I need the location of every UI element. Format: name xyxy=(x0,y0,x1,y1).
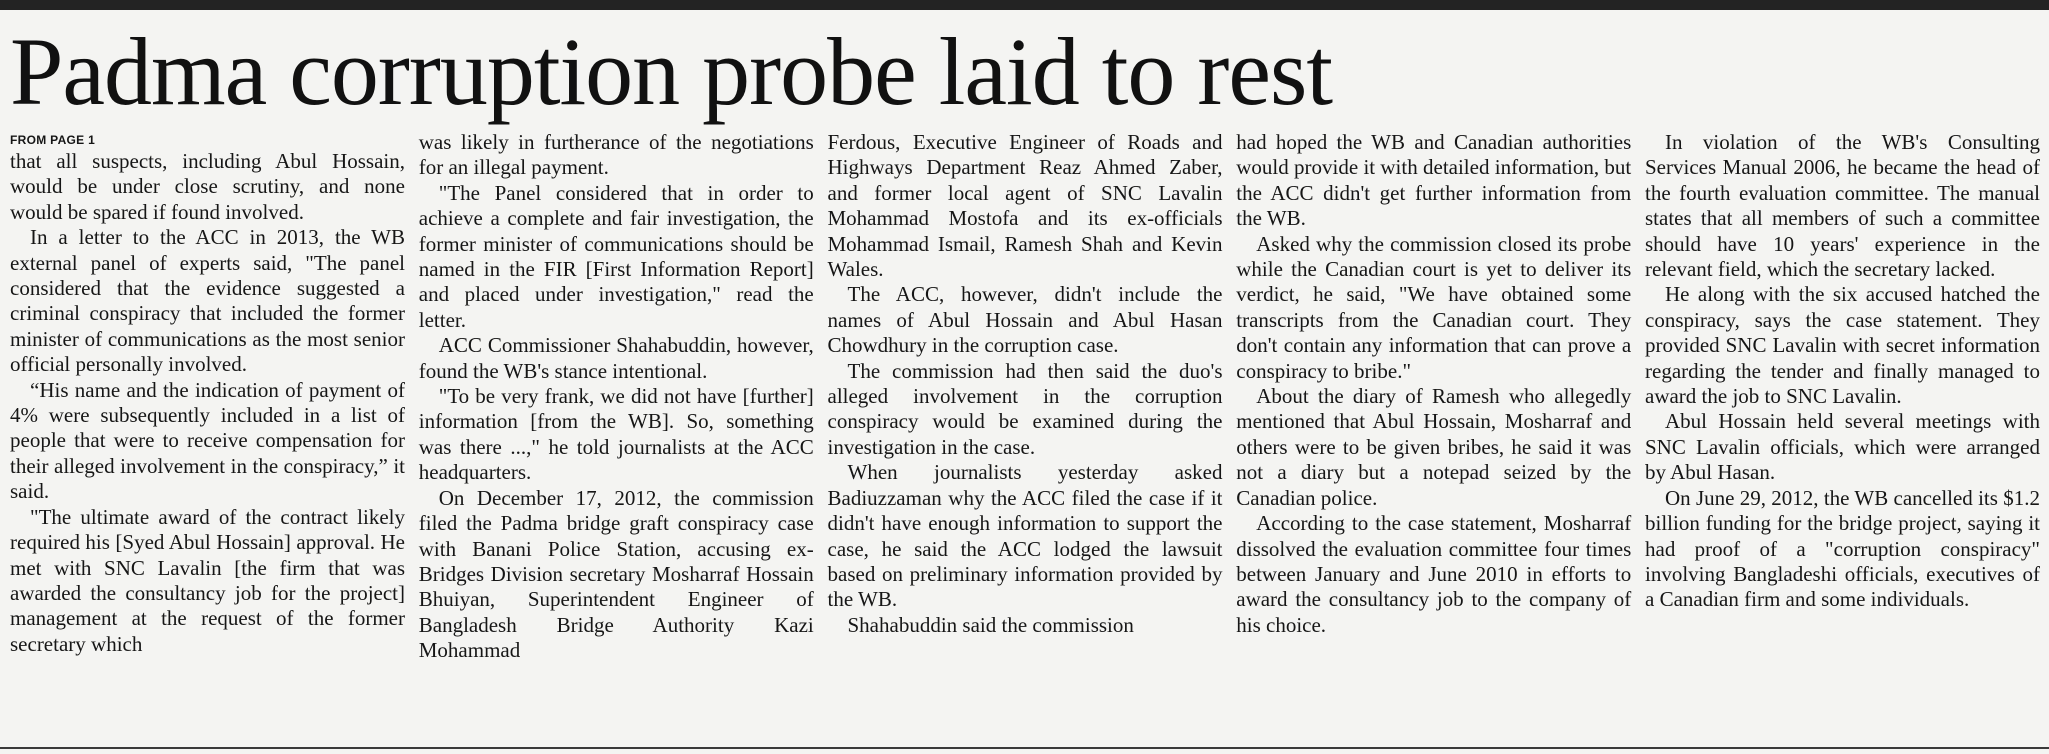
paragraph: "The ultimate award of the contract likely required his [Syed Abul Hossain] approval. He met with SNC Lavalin [the firm that was awarded the consultancy job for the project] management at the request of the former secretary which xyxy=(10,504,405,656)
kicker: FROM PAGE 1 xyxy=(10,133,96,147)
paragraph: On June 29, 2012, the WB cancelled its $1.2 billion funding for the bridge project, saying it had proof of a "corruption conspiracy" involving Bangladeshi officials, executives of a Canadian firm and some individuals. xyxy=(1645,485,2040,612)
paragraph: In violation of the WB's Consulting Services Manual 2006, he became the head of the fourth evaluation committee. The manual states that all members of such a committee should have 10 years' experience in the relevant field, which the secretary lacked. xyxy=(1645,130,2040,282)
paragraph: had hoped the WB and Canadian authorities would provide it with detailed information, but the ACC didn't get further information from the WB. xyxy=(1236,130,1632,231)
headline: Padma corruption probe laid to rest xyxy=(10,18,1332,125)
paragraph: Ferdous, Executive Engineer of Roads and Highways Department Reaz Ahmed Zaber, and former local agent of SNC Lavalin Mohammad Mostofa and its ex-officials Mohammad Ismail, Ramesh Shah and Kevin Wales. xyxy=(827,130,1223,282)
paragraph: ACC Commissioner Shahabuddin, however, found the WB's stance intentional. xyxy=(418,333,814,383)
paragraph: "To be very frank, we did not have [further] information [from the WB]. So, something was there ...," he told journalists at the ACC headquarters. xyxy=(418,384,814,485)
column-5 xyxy=(1645,130,2040,735)
paragraph: “His name and the indication of payment of 4% were subsequently included in a list of people that were to receive compensation for their alleged involvement in the conspiracy,” it said. xyxy=(10,377,405,504)
paragraph: On December 17, 2012, the commission filed the Padma bridge graft conspiracy case with Banani Police Station, accusing ex-Bridges Division secretary Mosharraf Hossain Bhuiyan, Superintendent Engineer of Bangladesh Bridge Authority Kazi Mohammad xyxy=(418,485,814,663)
paragraph: About the diary of Ramesh who allegedly mentioned that Abul Hossain, Mosharraf and others were to be given bribes, he said it was not a diary but a notepad seized by the Canadian police. xyxy=(1236,384,1632,510)
paragraph: that all suspects, including Abul Hossain, would be under close scrutiny, and none would be spared if found involved. xyxy=(10,149,405,224)
bottom-rule xyxy=(0,747,2049,749)
paragraph: He along with the six accused hatched the conspiracy, says the case statement. They provided SNC Lavalin with secret information regarding the tender and finally managed to award the job to SNC Lavalin. xyxy=(1645,282,2040,409)
paragraph: Asked why the commission closed its probe while the Canadian court is yet to deliver its verdict, he said, "We have obtained some transcripts from the Canadian court. They don't contain any information that can prove a conspiracy to bribe." xyxy=(1236,231,1632,383)
paragraph: The commission had then said the duo's alleged involvement in the corruption conspiracy would be examined during the investigation in the case. xyxy=(827,358,1223,459)
paragraph: Abul Hossain held several meetings with SNC Lavalin officials, which were arranged by Abul Hasan. xyxy=(1645,409,2040,485)
column-4 xyxy=(1236,130,1631,735)
paragraph: "The Panel considered that in order to achieve a complete and fair investigation, the former minister of communications should be named in the FIR [First Information Report] and placed under investigation," read the letter. xyxy=(418,180,814,332)
paragraph: In a letter to the ACC in 2013, the WB external panel of experts said, "The panel considered that the evidence suggested a criminal conspiracy that included the former minister of communications as the most senior official personally involved. xyxy=(10,225,405,377)
paragraph: Shahabuddin said the commission xyxy=(847,612,1134,637)
top-rule xyxy=(0,0,2049,10)
column-1 xyxy=(10,130,405,735)
paragraph: When journalists yesterday asked Badiuzzaman why the ACC filed the case if it didn't have enough information to support the case, he said the ACC lodged the lawsuit based on preliminary information provided by the WB. xyxy=(827,460,1223,612)
column-2 xyxy=(419,130,814,735)
paragraph: was likely in furtherance of the negotiations for an illegal payment. xyxy=(418,130,814,180)
article-body xyxy=(10,130,2040,735)
paragraph: The ACC, however, didn't include the names of Abul Hossain and Abul Hasan Chowdhury in the corruption case. xyxy=(827,282,1223,358)
column-3 xyxy=(828,130,1223,735)
paragraph: According to the case statement, Mosharraf dissolved the evaluation committee four times between January and June 2010 in efforts to award the consultancy job to the company of his choice. xyxy=(1236,511,1632,637)
